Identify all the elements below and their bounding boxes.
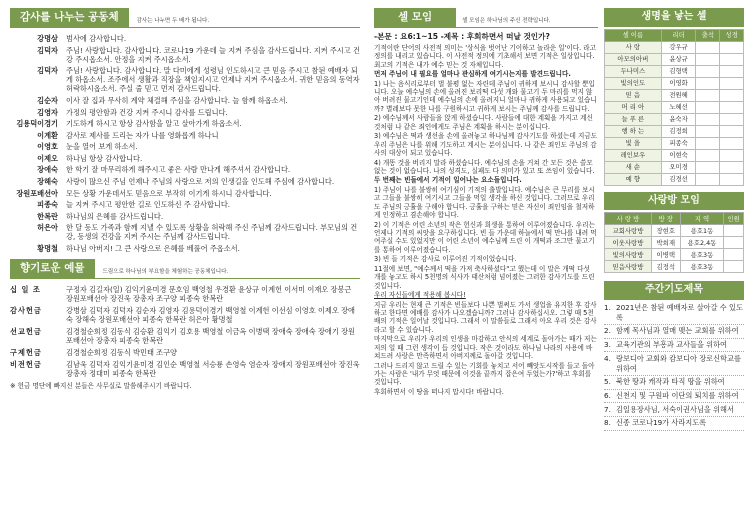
- thanks-name: 장원포배선아: [16, 188, 58, 198]
- thanks-name: 한복란: [37, 211, 58, 221]
- prayer-text: 함께 목사님과 열매 맺는 교회를 위하여: [616, 326, 739, 336]
- cell-paragraph: 3) 빈 들 기적은 감사로 이루어진 기적이었습니다.: [374, 255, 517, 264]
- love-room-cell: 빛의사랑방: [605, 249, 652, 261]
- life-cell-cell: [696, 77, 720, 89]
- prayer-number: 7.: [604, 404, 611, 414]
- thanks-row: [10, 200, 360, 209]
- thanks-name: 김영자: [37, 107, 58, 117]
- love-room-cell: 용호2,4동: [680, 237, 724, 249]
- prayer-text: 북한 땅과 캐작과 타직 땅을 위하여: [616, 377, 725, 387]
- life-cell-header-cell: 성경: [720, 29, 744, 41]
- love-room-cell: [724, 249, 744, 261]
- life-cell-table: [604, 29, 744, 186]
- offering-label: 비전헌금: [10, 360, 42, 370]
- cell-paragraph: 두 번째는 빈들에서 기적이 일어나는 요소들입니다.: [374, 176, 522, 185]
- life-cell-cell: [696, 89, 720, 101]
- love-room-cell: 용호1동: [680, 225, 724, 237]
- cell-paragraphs: [374, 44, 598, 397]
- offerings-note: 드림으로 하나님의 부요함을 체험하는 공동체입니다.: [102, 269, 229, 276]
- cell-paragraph: 2) 예수님께서 사람들을 앉게 하셨습니다. 사람들에 대한 계획을 가지고 계신 것처럼 나 같은 죄인에게도 주님은 계획을 하시는 분이십니다.: [374, 114, 593, 131]
- life-cell-cell: 빛의인도: [605, 77, 662, 89]
- life-cell-row: [605, 77, 744, 89]
- thanks-name: 이제오: [37, 153, 58, 163]
- life-cell-row: [605, 125, 744, 137]
- life-cell-row: [605, 53, 744, 65]
- life-cell-cell: [720, 161, 744, 173]
- life-cell-row: [605, 173, 744, 185]
- life-cell-cell: 김형택: [661, 65, 696, 77]
- love-room-cell: 박희재: [651, 237, 680, 249]
- offering-row: [10, 348, 360, 357]
- prayer-number: 4.: [604, 353, 611, 363]
- life-cell-cell: [696, 41, 720, 53]
- offering-names: 강병삼 김덕자 김덕자 김순자 김영자 김용덕이경기 백영철 이계헌 이선심 이영호 이제오 장애숙 장해숙 장원포배선아 피종숙 한복란 허은아 황명철: [66, 306, 355, 325]
- life-cell-body: [605, 41, 744, 185]
- offering-row: [10, 327, 360, 345]
- thanks-note: 감사는 나누면 두 배가 됩니다.: [136, 18, 210, 25]
- life-cell-cell: [696, 65, 720, 77]
- love-room-header-cell: 사 랑 방: [605, 213, 652, 225]
- life-cell-cell: [720, 77, 744, 89]
- thanks-text: 하나님 항상 감사합니다.: [66, 153, 143, 163]
- offering-row: [10, 306, 360, 324]
- love-room-header-cell: 지 역: [680, 213, 724, 225]
- thanks-text: 감사로 제사를 드리는 자가 나를 영화롭게 하나니: [66, 130, 219, 140]
- love-room-table: [604, 212, 744, 273]
- life-cell-cell: [696, 113, 720, 125]
- thanks-text: 기도하게 하시고 항상 감사함을 알고 살아가게 하옵소서.: [66, 119, 242, 129]
- thanks-row: [10, 189, 360, 198]
- life-cell-row: [605, 65, 744, 77]
- offering-row: [10, 285, 360, 303]
- thanks-row: [10, 165, 360, 174]
- love-room-cell: 김정석: [651, 261, 680, 273]
- thanks-name: 황명철: [37, 244, 58, 254]
- life-cell-cell: [720, 65, 744, 77]
- life-cell-cell: 김경선: [661, 173, 696, 185]
- cell-paragraph: 기적이란 단어의 사전적 의미는 '상식을 벗어난 기이하고 놀라운 일'이다. 라고 정의를 내리고 있습니다. 이 사전적 정의에 기초해서 보면 기적은 일상입니다. 최고의 기적은 내가 예수 믿는 것 자체입니다.: [374, 43, 597, 69]
- prayer-item: [604, 390, 744, 404]
- cell-scripture: -본문 : 요6:1~15 -제목 : 후회하면서 떠날 것인가?: [374, 32, 550, 42]
- thanks-name: 이영호: [37, 142, 58, 152]
- life-cell-row: [605, 113, 744, 125]
- life-cell-cell: [720, 173, 744, 185]
- thanks-name: 피종숙: [37, 200, 58, 210]
- cell-paragraph: 후회하면서 이 땅을 떠나지 맙시다! 바랍니다.: [374, 387, 504, 396]
- life-cell-cell: [720, 149, 744, 161]
- love-room-header-cell: 방 장: [651, 213, 680, 225]
- thanks-row: [10, 66, 360, 93]
- life-cell-cell: 빛 을: [605, 137, 662, 149]
- life-cell-cell: 사 랑: [605, 41, 662, 53]
- offering-label: 감사헌금: [10, 306, 42, 316]
- offering-names: 구정자 김길자(일) 김익기윤미경 문호임 백영철 우경환 윤상규 이계헌 이서미 이재오 장봉근 장원포배선아 장진욱 장총자 조구양 피종숙 한복란: [66, 285, 352, 304]
- thanks-text: 주님! 사랑합니다. 감사합니다. 코로나19 가운데 늘 지켜 주심을 감사드립니다. 지켜 주시고 건강 주시옵소서. 안정을 지켜 주시옵소서.: [66, 45, 360, 64]
- prayer-item: [604, 325, 744, 339]
- life-cell-header-cell: 리더: [661, 29, 696, 41]
- life-cell-cell: [720, 53, 744, 65]
- offering-label: 구제헌금: [10, 348, 42, 358]
- thanks-row: [10, 119, 360, 128]
- life-cell-row: [605, 101, 744, 113]
- thanks-text: 한 달 동도 가족과 함께 지낼 수 있도록 상황을 허락해 주신 주님께 감사드립니다. 부모님의 건강, 동생의 건강을 지켜 주시는 주님께 감사드립니다.: [66, 223, 358, 242]
- life-cell-header-cell: 출석: [696, 29, 720, 41]
- life-cell-cell: [696, 161, 720, 173]
- thanks-row: [10, 223, 360, 241]
- middle-column: [374, 8, 598, 528]
- life-cell-cell: 아모의아버: [605, 53, 662, 65]
- thanks-text: 사랑이 많으신 주님 언제나 주님의 사랑으로 저의 인생길을 인도해 주심에 감사합니다.: [66, 177, 335, 187]
- prayer-title: 주간기도제목: [604, 281, 744, 300]
- thanks-name: 김덕자: [37, 66, 58, 76]
- love-room-header-row: [605, 213, 744, 225]
- thanks-text: 주님! 사랑합니다. 감사합니다. 말 다미에게 성령님 인도하시고 큰 믿음 주시고 참된 예배자 되게 하옵소서. 조주에서 생활과 직장을 책임지시고 언제나 지켜 주시옵소서. 귀한 믿음의 동역자 허락하시옵소서. 주실 줄 믿고 먼저 감사드립니다.: [66, 66, 360, 94]
- life-cell-cell: 오미경: [661, 161, 696, 173]
- life-cell-cell: 머 리 아: [605, 101, 662, 113]
- love-room-cell: [724, 261, 744, 273]
- prayer-item: [604, 376, 744, 390]
- thanks-row: [10, 108, 360, 117]
- thanks-row: [10, 177, 360, 186]
- love-room-cell: 용호3동: [680, 249, 724, 261]
- cell-paragraph: 지금 우리는 현재 큰 기적은 빈들보다 나쁜 벌써도 가서 생업을 유지한 후 감사하고 한다면 예배를 감사가 나오겠습니까? 그러나 감사하십시오. 그렇 때 5천배의 기적은 일어날 것입니다. 그래서 이 말씀들로 그래서 아요 우리 것은 감사라고 할 수 있습니다.: [374, 300, 597, 334]
- cell-note: 셀 모임은 하나님의 주신 전략입니다.: [462, 18, 551, 25]
- life-cell-cell: [696, 137, 720, 149]
- offerings-header: [10, 259, 360, 279]
- offerings-footnote: ※ 헌금 명단에 빠지신 분들은 사무실로 말씀해주시기 바랍니다.: [10, 382, 192, 391]
- thanks-row: [10, 131, 360, 140]
- prayer-item: [604, 417, 744, 431]
- thanks-name: 이계환: [37, 130, 58, 140]
- life-cell-cell: [720, 137, 744, 149]
- thanks-text: 범사에 감사합니다.: [66, 34, 127, 44]
- love-room-cell: [724, 225, 744, 237]
- life-cell-cell: 전원혜: [661, 89, 696, 101]
- prayer-text: 랑보디아 교회와 캄보디아 장로신학교를 위하여: [616, 353, 741, 373]
- left-column: [10, 8, 360, 528]
- thanks-row: [10, 244, 360, 253]
- thanks-title: 감사를 나누는 공동체: [10, 8, 129, 27]
- cell-paragraph: 3) 예수님은 떡과 생선을 손에 올려놓고 하나님께 감사기도를 하셨는데 지금도 우리 주님은 나를 위해 기도하고 계시는 분이십니다. 나 같은 죄인도 주님의 감사의 대상이 되고 있습니다.: [374, 132, 598, 158]
- thanks-text: 한 학기 잘 마무리하게 해주시고 좋은 사람 만나게 해주셔서 감사합니다.: [66, 165, 291, 175]
- love-room-cell: 이웃사랑방: [605, 237, 652, 249]
- right-column: [604, 8, 744, 528]
- cell-body: [374, 32, 598, 396]
- life-cell-cell: 강우규: [661, 41, 696, 53]
- offering-label: 선교헌금: [10, 327, 42, 337]
- life-cell-cell: 김정희: [661, 125, 696, 137]
- prayer-number: 2.: [604, 326, 611, 336]
- life-cell-cell: 예 향: [605, 173, 662, 185]
- cell-paragraph: 1) 나는 음식리로부터 벌 불평 없는 자린데 주님이 귀하게 보시니 감사할 뿐입니다. 오늘 예수님의 손에 올려진 보리떡 다섯 개와 물고기 두 마리를 먹지 않아 버려진 물고기인데 예수님의 손에 올려지니 얼마나 귀하게 사용되고 있습니까? 별레보다 못한 나를 구원하시고 귀하게 보시는 주님께 감사를 드립니다.: [374, 79, 597, 113]
- thanks-row: [10, 34, 360, 43]
- prayer-number: 5.: [604, 377, 611, 387]
- love-room-cell: 용호3동: [680, 261, 724, 273]
- offering-row: [10, 360, 360, 378]
- offering-label: 십 일 조: [10, 285, 41, 295]
- love-room-cell: 교회사랑방: [605, 225, 652, 237]
- thanks-list: [10, 34, 360, 253]
- prayer-text: 신종 코로나19가 사라지도록: [616, 418, 707, 428]
- life-cell-cell: 노혜선: [661, 101, 696, 113]
- cell-paragraph: 1) 주님이 나를 불쌍히 여기심이 기적의 출발입니다. 예수님은 큰 무리를 보시고 그들을 불쌍히 여기시고 그들을 먹일 생각을 하신 것입니다. 그러므로 우리도 주님의 긍휼을 구해야 합니다. 긍휼을 구하는 믿은 자신이 죄인임을 철저하게 인정하고 겸손해야 합니다.: [374, 185, 595, 220]
- offerings-title: 향기로운 예물: [10, 259, 95, 278]
- thanks-row: [10, 154, 360, 163]
- life-cell-cell: 이영화: [661, 77, 696, 89]
- thanks-name: 장애숙: [37, 165, 58, 175]
- cell-paragraph: 마지막으로 우리가 우리의 인생을 마감하고 안식의 세계로 돌아가는 때가 저는 저의 일 때 그런 생각이 듭 것입니다. 작은 것이라도 하나님 나라의 사용에 바쳐드려 사랑은 만족하면서 아버지께로 돌아갈 것입니다.: [374, 335, 597, 361]
- prayer-item: [604, 352, 744, 375]
- life-cell-row: [605, 149, 744, 161]
- thanks-text: 모든 상황 가운데서도 믿음으로 부작히 이기게 하시니 감사합니다.: [66, 188, 272, 198]
- life-cell-cell: 두나미스: [605, 65, 662, 77]
- thanks-text: 가정의 평안함과 건강 지켜 주시니 감사를 드립니다.: [66, 107, 228, 117]
- life-cell-cell: [720, 89, 744, 101]
- cell-paragraph: 먼저 주님이 내 필요를 얼마나 관심하게 여기시는지를 발견드립니다.: [374, 70, 571, 79]
- thanks-text: 이사 잘 집과 무사히 계약 체결해 주심을 감사합니다. 늘 함께 하옵소서.: [66, 95, 288, 105]
- prayer-number: 8.: [604, 418, 611, 428]
- life-cell-cell: [696, 101, 720, 113]
- thanks-text: 하나님의 은혜를 감사드립니다.: [66, 211, 164, 221]
- life-cell-row: [605, 41, 744, 53]
- love-room-cell: 이병택: [651, 249, 680, 261]
- thanks-name: 허은아: [37, 223, 58, 233]
- prayer-list: [604, 302, 744, 431]
- thanks-row: [10, 212, 360, 221]
- life-cell-row: [605, 161, 744, 173]
- life-cell-cell: 이현숙: [661, 149, 696, 161]
- life-cell-header-cell: 셀 이름: [605, 29, 662, 41]
- love-room-row: [605, 261, 744, 273]
- cell-paragraph: 11절에 보면, "예수께서 떡을 가져 축사하셨다"고 했는데 이 말은 개떡 다섯 개를 놓고도 하시 5천명의 식사가 태산처럼 넘어졌는 그러한 감사기도를 드린 것입니다.: [374, 264, 595, 290]
- love-room-row: [605, 237, 744, 249]
- love-room-row: [605, 249, 744, 261]
- life-cell-cell: [696, 149, 720, 161]
- life-cell-cell: [720, 101, 744, 113]
- love-room-row: [605, 225, 744, 237]
- life-cell-cell: 새 순: [605, 161, 662, 173]
- life-cell-header-row: [605, 29, 744, 41]
- life-cell-cell: 믿 음: [605, 89, 662, 101]
- prayer-number: 3.: [604, 340, 611, 350]
- life-cell-cell: [720, 125, 744, 137]
- offering-names: 김남욱 김덕자 김익기윤미경 김인순 백영철 서승룡 손영숙 염순자 장애지 장원포배선아 장진욱 장총자 정대미 피종숙 한복란: [66, 360, 360, 379]
- cell-paragraph: 2) 이 기적은 어린 소년의 작은 헌신과 희생을 통하여 이루어졌습니다. 우리는 언제나 기적의 씨앗을 요구하십니다. 빈 들 가운데 하늘에서 떡 만나를 내려 먹여주실 수도 있었지만 이 어린 소년이 예수님께 드린 이 개떡과 조그만 물고기를 통하여 이루어졌습니다.: [374, 220, 597, 254]
- love-room-body: [605, 225, 744, 273]
- life-cell-row: [605, 137, 744, 149]
- cell-title: 셀 모임: [374, 8, 456, 27]
- prayer-item: [604, 339, 744, 353]
- thanks-name: 강명삼: [37, 34, 58, 44]
- offering-names: 김경철순희정 김동식 김승환 김익기 김호용 백영철 이금옥 이병택 장애숙 장애숙 장애기 장원포배선아 장총자 피종숙 한복란: [66, 327, 355, 346]
- cell-paragraph: 그러나 드리지 않고 드릴 수 있는 기회를 놓치고 서어 빼앗도시작를 들고 돌아가는 사람은 '내가 무엇 때문에 이것을 끝까지 잡은여 두었는가?'하고 후회를 것입니다.: [374, 361, 595, 387]
- thanks-row: [10, 96, 360, 105]
- life-cell-title: 생명을 낳는 셀: [604, 8, 744, 27]
- life-cell-cell: 윤상규: [661, 53, 696, 65]
- life-cell-cell: [720, 113, 744, 125]
- prayer-item: [604, 302, 744, 325]
- life-cell-cell: 행 하 는: [605, 125, 662, 137]
- life-cell-cell: 늘 푸 른: [605, 113, 662, 125]
- life-cell-cell: 윤숙자: [661, 113, 696, 125]
- thanks-name: 김순자: [37, 95, 58, 105]
- love-room-cell: 믿음사랑방: [605, 261, 652, 273]
- cell-paragraph: 4) 개똥 것을 버리지 말라 하셨습니다. 예수님의 손을 거쳐 간 모든 것은 쓸모없는 것이 없습니다. 나의 성격도, 실패도 다 의미가 있고 또 쓰임이 있습니다.: [374, 158, 595, 175]
- prayer-number: 1.: [604, 303, 611, 312]
- thanks-name: 김용덕이경기: [16, 119, 58, 129]
- prayer-text: 2021년은 참된 예배자로 살아갈 수 있도록: [616, 303, 743, 322]
- life-cell-cell: [720, 41, 744, 53]
- prayer-text: 김일용장사님, 서숙이권사님을 위해서: [616, 404, 734, 414]
- love-room-cell: [724, 237, 744, 249]
- thanks-row: [10, 142, 360, 151]
- love-room-cell: 장현호: [651, 225, 680, 237]
- prayer-text: 신천지 및 구원파 이단의 퇴치를 위하여: [616, 391, 739, 401]
- thanks-text: 눈을 열어 보게 하소서.: [66, 142, 138, 152]
- life-cell-cell: [696, 125, 720, 137]
- love-room-header-cell: 인원: [724, 213, 744, 225]
- life-cell-row: [605, 89, 744, 101]
- prayer-item: [604, 403, 744, 417]
- prayer-number: 6.: [604, 391, 611, 401]
- life-cell-cell: 피종숙: [661, 137, 696, 149]
- thanks-text: 하나님 아버지! 그 큰 사랑으로 은혜를 베풀어 주옵소서.: [66, 244, 240, 254]
- thanks-name: 김덕자: [37, 45, 58, 55]
- life-cell-cell: 레인보우: [605, 149, 662, 161]
- offering-names: 김경철순희정 김동식 박민태 조구양: [66, 348, 178, 358]
- cell-header: [374, 8, 598, 28]
- love-room-title: 사랑방 모임: [604, 192, 744, 211]
- thanks-name: 장해숙: [37, 177, 58, 187]
- thanks-text: 늘 지켜 주시고 평안한 길로 인도하신 주 감사합니다.: [66, 200, 231, 210]
- offerings-list: [10, 285, 360, 378]
- cell-paragraph: 우리 자신들에게 적용해 봅시다!: [374, 291, 466, 300]
- thanks-header: [10, 8, 360, 28]
- life-cell-cell: [696, 53, 720, 65]
- life-cell-cell: [696, 173, 720, 185]
- prayer-text: 교육기관의 부흥과 교사들을 위하여: [616, 340, 728, 350]
- thanks-row: [10, 46, 360, 64]
